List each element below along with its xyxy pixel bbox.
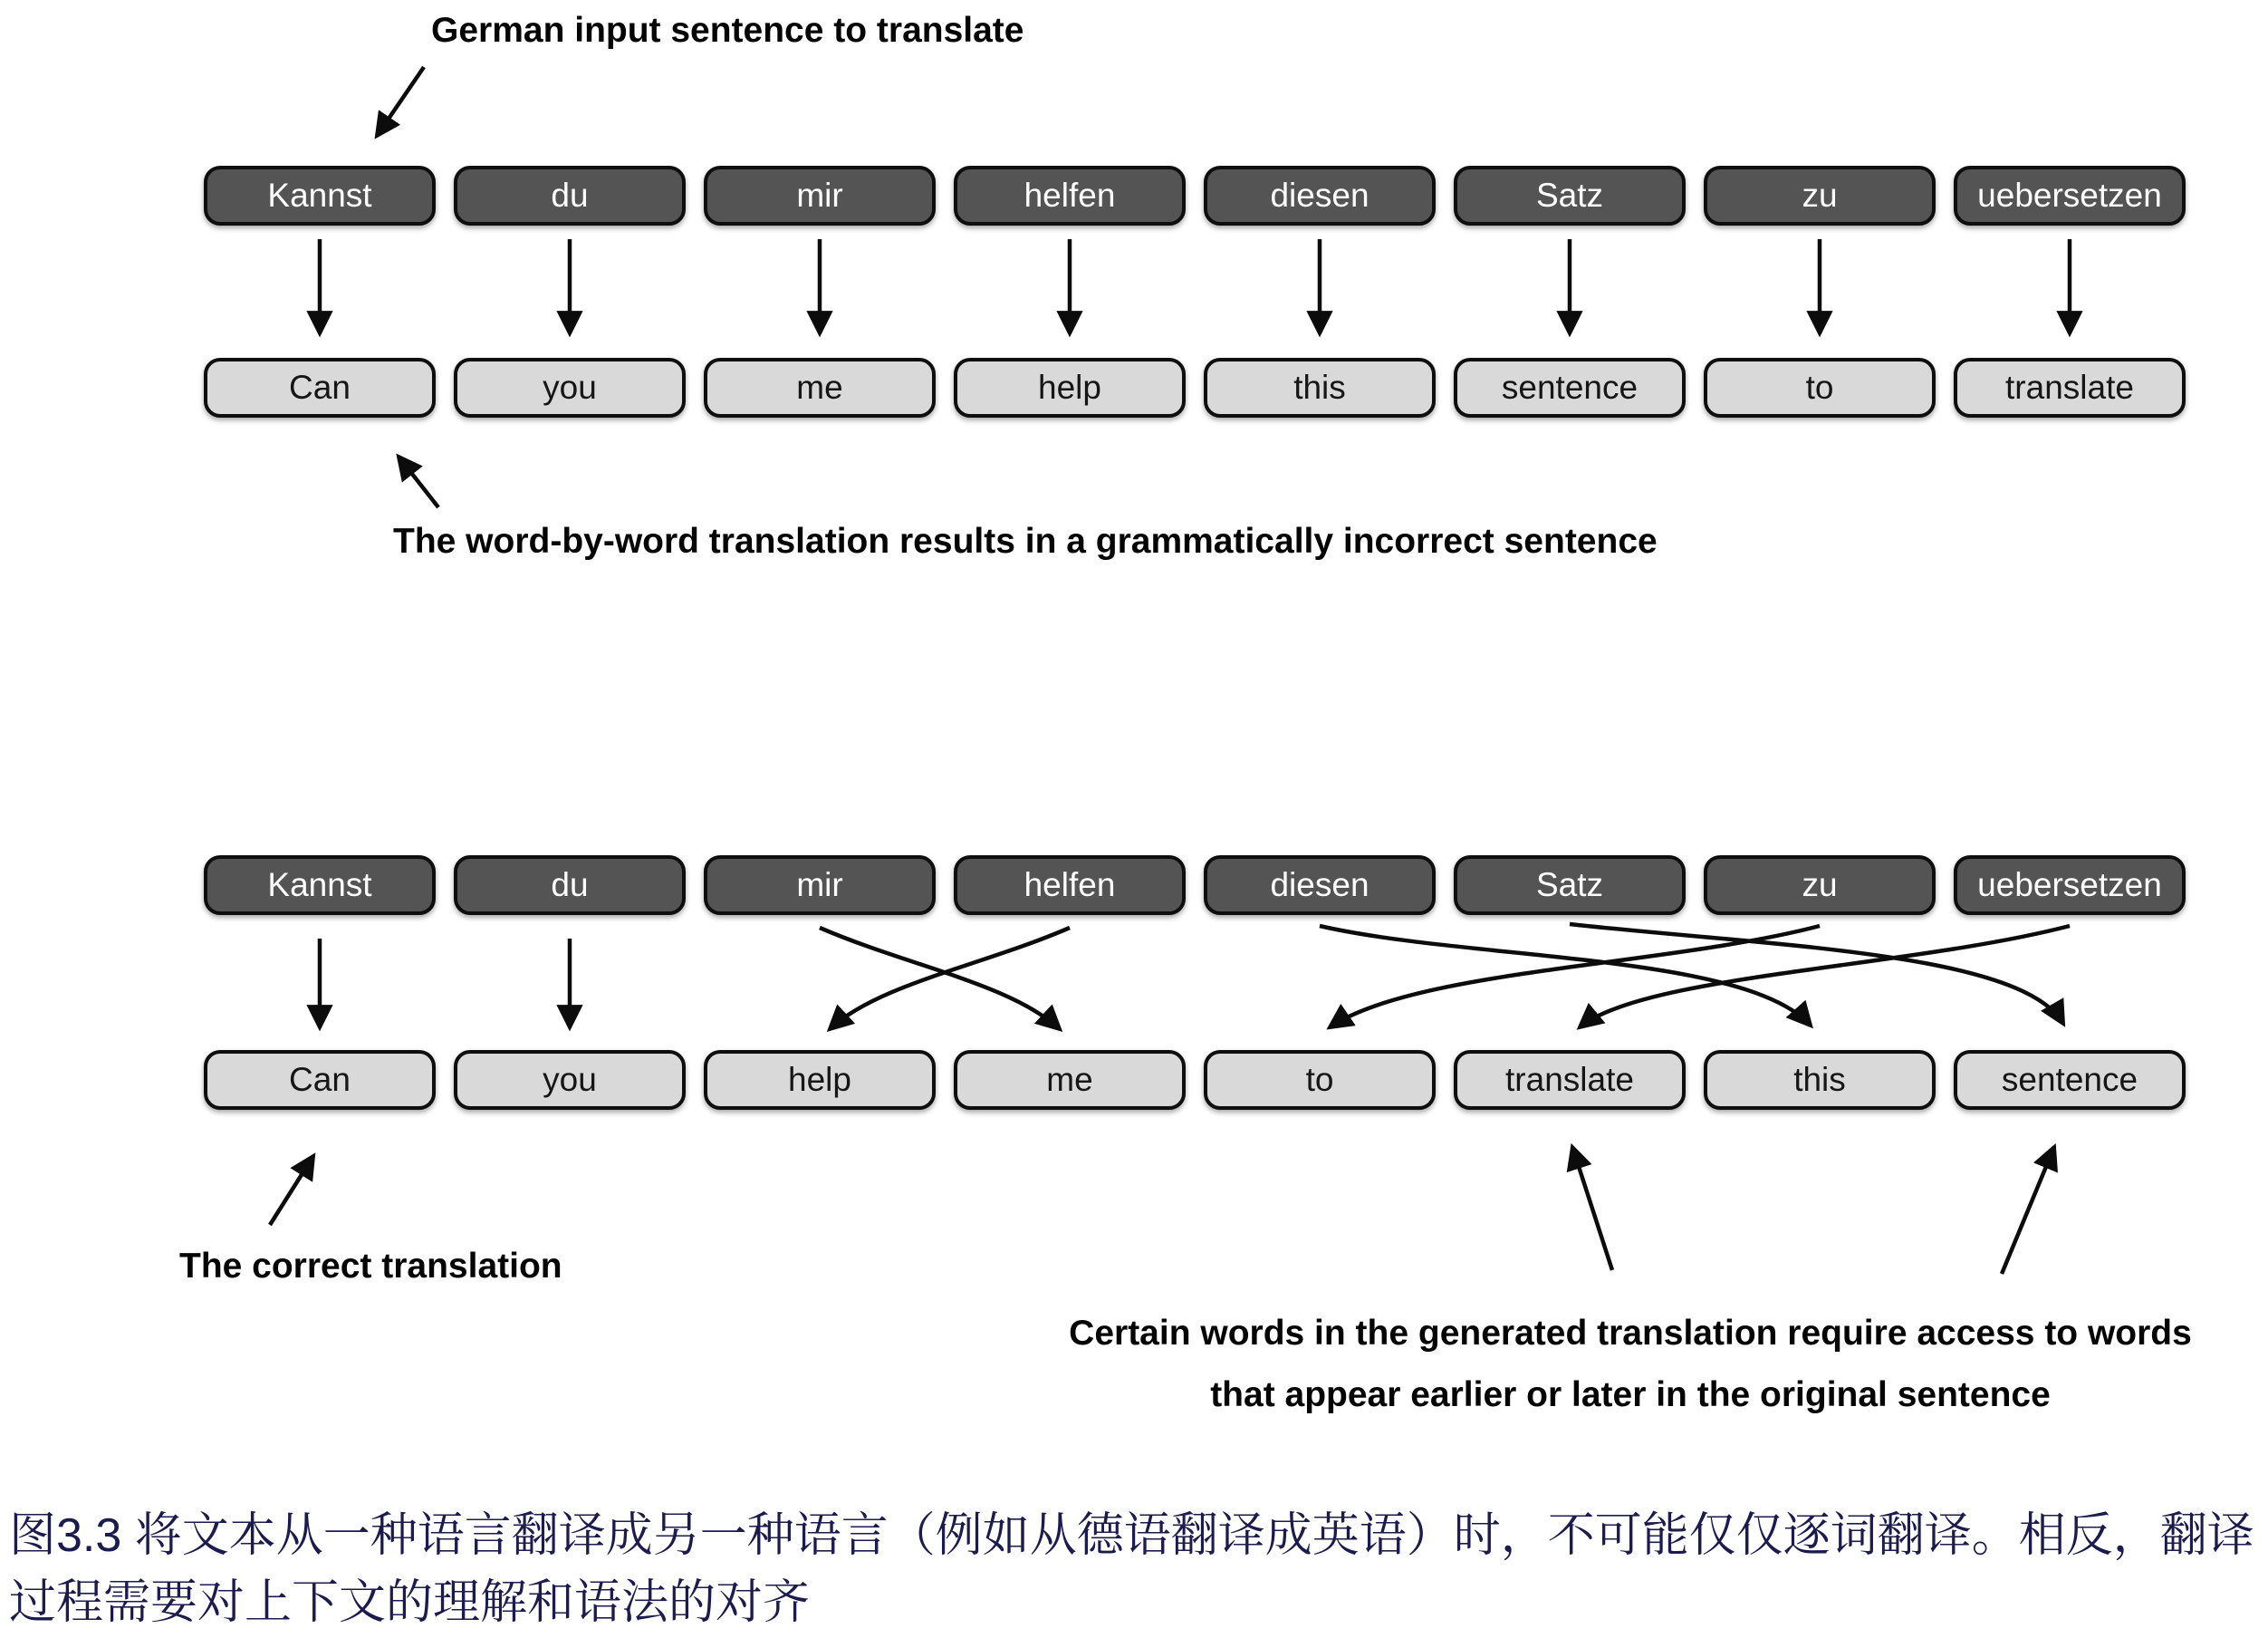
english-word-box2-translate: translate: [1454, 1050, 1686, 1110]
annotation-word-by-word: The word-by-word translation results in a grammatically incorrect sentence: [393, 522, 1658, 561]
english-word-box-to: to: [1704, 358, 1936, 418]
arrow-label-access-translate: [1572, 1147, 1612, 1270]
arrow-label-correct-translation: [270, 1156, 313, 1225]
german-word-box-zu: zu: [1704, 166, 1936, 226]
arrow-label-word-by-word: [399, 457, 438, 507]
english-word-box2-sentence: sentence: [1954, 1050, 2186, 1110]
german-word-box-satz: Satz: [1454, 166, 1686, 226]
english-word-box2-can: Can: [204, 1050, 436, 1110]
english-word-box2-me: me: [954, 1050, 1186, 1110]
annotation-german-input: German input sentence to translate: [431, 11, 1024, 50]
english-word-box-this: this: [1204, 358, 1436, 418]
german-word-box2-mir: mir: [704, 855, 936, 915]
arrow-label-access-sentence: [2002, 1147, 2054, 1274]
english-word-box-translate: translate: [1954, 358, 2186, 418]
arrow2-helfen-help: [830, 928, 1070, 1029]
english-word-box2-you: you: [454, 1050, 686, 1110]
german-word-box-uebersetzen: uebersetzen: [1954, 166, 2186, 226]
english-word-box-you: you: [454, 358, 686, 418]
german-word-box-helfen: helfen: [954, 166, 1186, 226]
english-word-box-me: me: [704, 358, 936, 418]
arrow2-satz-sentence: [1570, 924, 2063, 1024]
english-word-box2-to: to: [1204, 1050, 1436, 1110]
german-word-box-mir: mir: [704, 166, 936, 226]
german-word-box-diesen: diesen: [1204, 166, 1436, 226]
german-word-box2-kannst: Kannst: [204, 855, 436, 915]
german-word-box2-helfen: helfen: [954, 855, 1186, 915]
english-word-box-sentence: sentence: [1454, 358, 1686, 418]
annotation-context-access-line2: that appear earlier or later in the original sentence: [1210, 1375, 2051, 1414]
annotation-context-access-line1: Certain words in the generated translation require access to words: [1069, 1314, 2192, 1353]
german-word-box2-satz: Satz: [1454, 855, 1686, 915]
arrow2-mir-me: [820, 928, 1060, 1029]
english-word-box-can: Can: [204, 358, 436, 418]
arrow-label-german-input: [377, 67, 424, 136]
english-word-box2-this: this: [1704, 1050, 1936, 1110]
german-word-box-du: du: [454, 166, 686, 226]
figure-caption-line1: 图3.3 将文本从一种语言翻译成另一种语言（例如从德语翻译成英语）时，不可能仅仅逐词翻译。相反，翻译: [9, 1509, 2254, 1562]
arrow2-uebersetzen-translate: [1580, 926, 2070, 1027]
german-word-box2-uebersetzen: uebersetzen: [1954, 855, 2186, 915]
german-word-box-kannst: Kannst: [204, 166, 436, 226]
english-word-box2-help: help: [704, 1050, 936, 1110]
german-word-box2-zu: zu: [1704, 855, 1936, 915]
annotation-correct-translation: The correct translation: [179, 1247, 562, 1286]
german-word-box2-diesen: diesen: [1204, 855, 1436, 915]
english-word-box-help: help: [954, 358, 1186, 418]
figure-caption-line2: 过程需要对上下文的理解和语法的对齐: [9, 1576, 811, 1629]
german-word-box2-du: du: [454, 855, 686, 915]
